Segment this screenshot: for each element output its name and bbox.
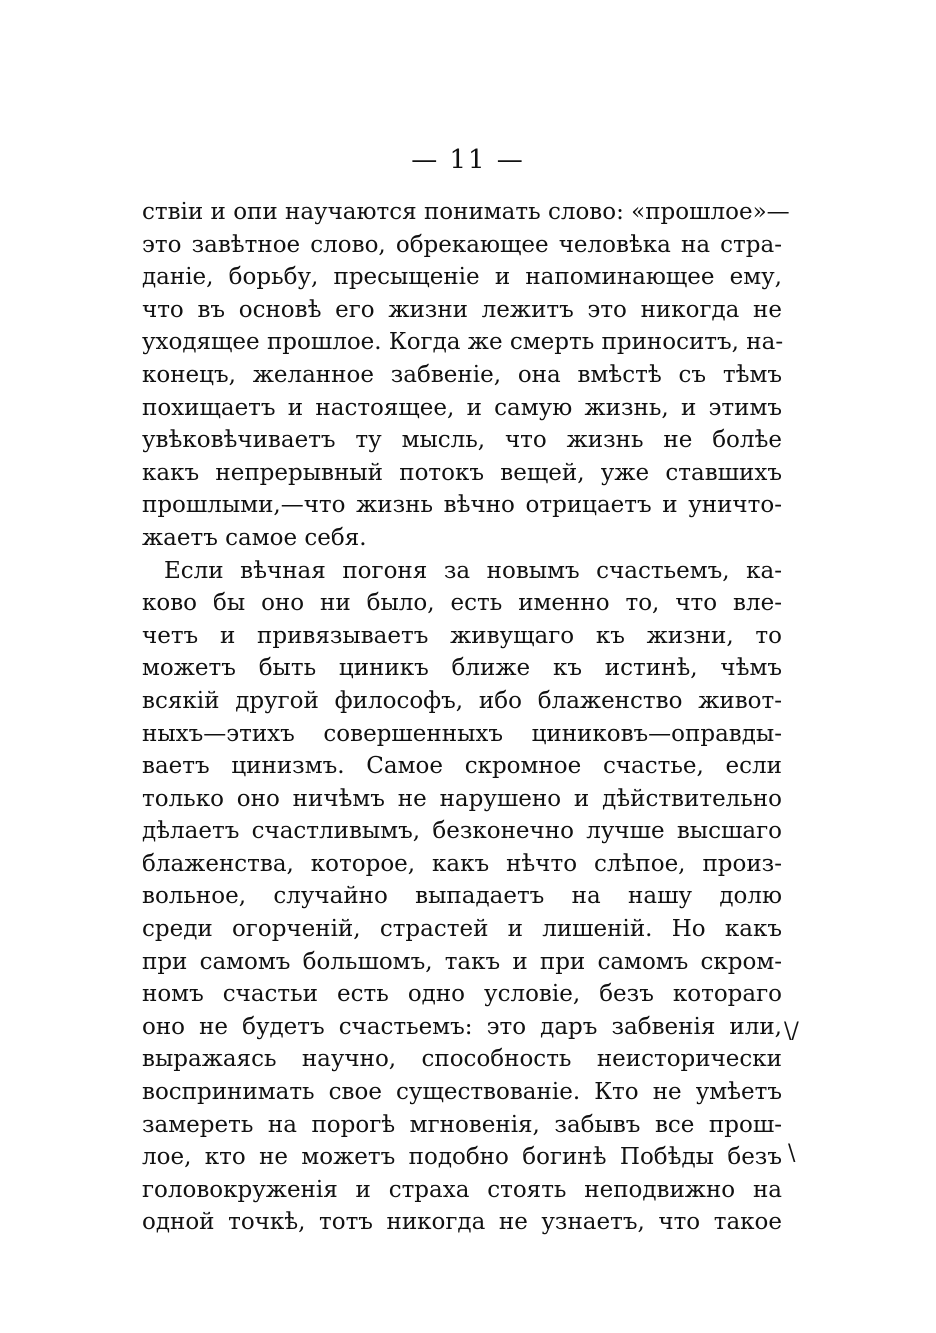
text-line: ствіи и опи научаются понимать слово: «прошлое»—: [142, 199, 790, 225]
text-line: можетъ быть циникъ ближе къ истинѣ, чѣмъ: [142, 655, 782, 682]
text-line: блаженства, которое, какъ нѣчто слѣпое, произ-: [142, 850, 782, 877]
text-line: какъ непрерывный потокъ вещей, уже ставшихъ: [142, 459, 782, 486]
text-line: головокруженія и страха стоять неподвижно на: [142, 1176, 782, 1203]
text-line: ково бы оно ни было, есть именно то, что вле-: [142, 590, 782, 617]
text-line: четъ и привязываетъ живущаго къ жизни, то: [142, 622, 782, 649]
text-line: прошлыми,—что жизнь вѣчно отрицаетъ и уничто-: [142, 492, 782, 519]
text-line: ваетъ цинизмъ. Самое скромное счастье, если: [142, 753, 782, 780]
text-line: даніе, борьбу, пресыщеніе и напоминающее ему,: [142, 264, 782, 291]
text-line: оно не будетъ счастьемъ: это даръ забвенія или,: [142, 1013, 782, 1040]
text-line: Если вѣчная погоня за новымъ счастьемъ, ка-: [164, 557, 782, 584]
body-text: [142, 196, 790, 1239]
text-line: одной точкѣ, тотъ никогда не узнаетъ, что такое: [142, 1209, 782, 1236]
text-line: всякій другой философъ, ибо блаженство живот-: [142, 687, 782, 714]
text-line: номъ счастьи есть одно условіе, безъ котораго: [142, 981, 782, 1008]
page-number: — 11 —: [411, 145, 525, 175]
text-line: лое, кто не можетъ подобно богинѣ Побѣды безъ: [142, 1144, 782, 1171]
text-line: что въ основѣ его жизни лежитъ это никогда не: [142, 296, 782, 323]
text-line: конецъ, желанное забвеніе, она вмѣстѣ съ тѣмъ: [142, 361, 782, 388]
text-line: выражаясь научно, способность неисторически: [142, 1046, 782, 1073]
margin-mark: \: [788, 1141, 796, 1166]
text-line: это завѣтное слово, обрекающее человѣка на стра-: [142, 231, 782, 258]
text-line: при самомъ большомъ, такъ и при самомъ скром-: [142, 948, 782, 975]
text-line: похищаетъ и настоящее, и самую жизнь, и этимъ: [142, 394, 782, 421]
text-line: среди огорченій, страстей и лишеній. Но какъ: [142, 916, 782, 943]
text-line: увѣковѣчиваетъ ту мысль, что жизнь не болѣе: [142, 427, 782, 454]
text-line: ныхъ—этихъ совершенныхъ циниковъ—оправды-: [142, 720, 782, 747]
text-line: вольное, случайно выпадаетъ на нашу долю: [142, 883, 782, 910]
text-line: только оно ничѣмъ не нарушено и дѣйствительно: [142, 785, 782, 812]
text-line: дѣлаетъ счастливымъ, безконечно лучше высшаго: [142, 818, 782, 845]
text-line: воспринимать свое существованіе. Кто не умѣетъ: [142, 1079, 782, 1106]
text-line: уходящее прошлое. Когда же смерть приноситъ, на-: [142, 329, 784, 356]
text-line: жаетъ самое себя.: [142, 524, 367, 551]
text-line: замереть на порогѣ мгновенія, забывъ все прош-: [142, 1111, 782, 1138]
margin-mark: \/: [784, 1019, 799, 1044]
